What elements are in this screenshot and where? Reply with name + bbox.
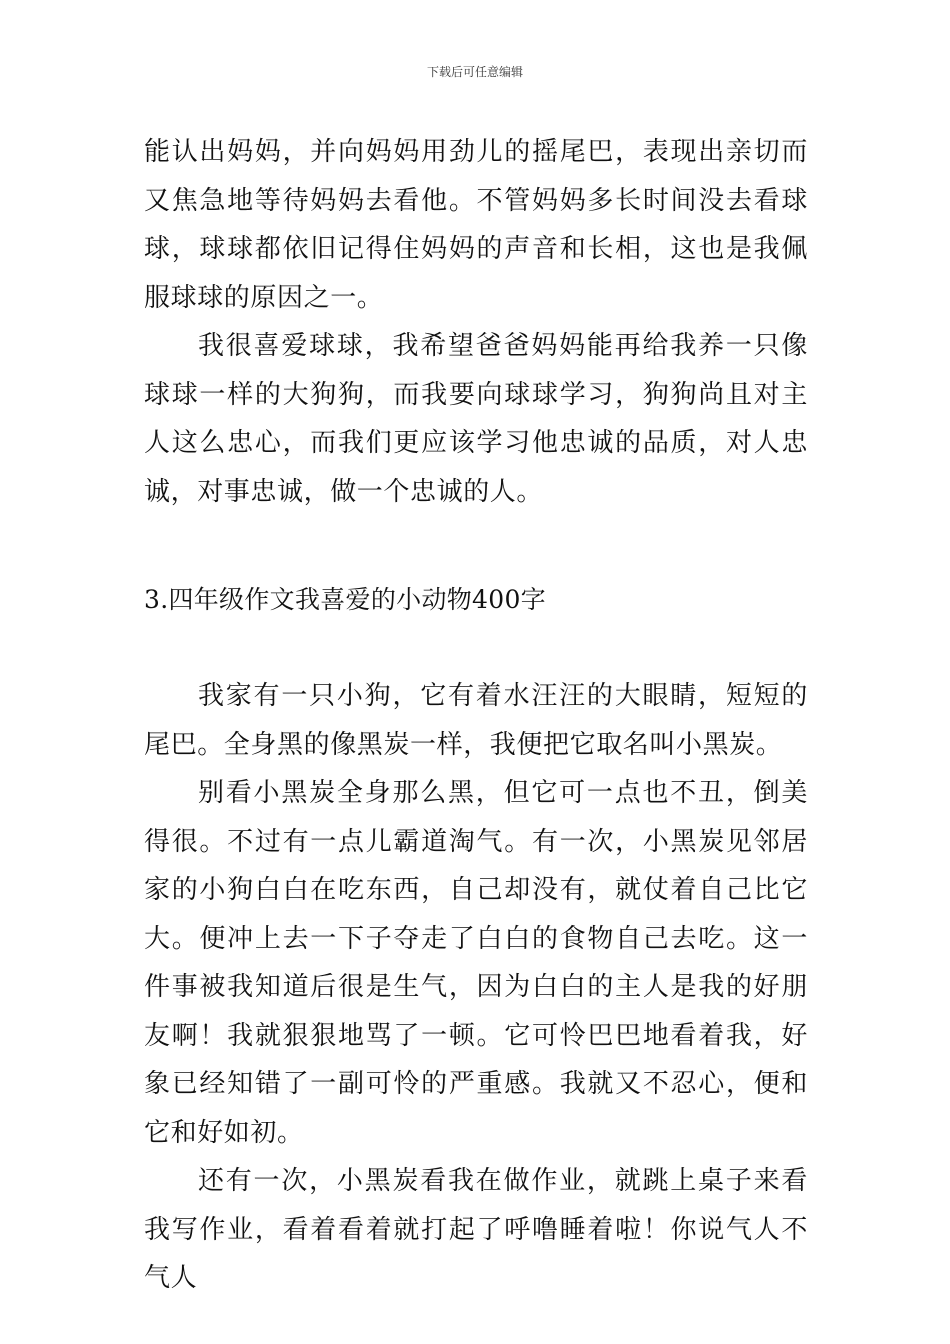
paragraph-continuation: 能认出妈妈，并向妈妈用劲儿的摇尾巴，表现出亲切而又焦急地等待妈妈去看他。不管妈妈多长时间没去看球球，球球都依旧记得住妈妈的声音和长相，这也是我佩服球球的原因之一。 — [144, 137, 808, 313]
paragraph: 我家有一只小狗，它有着水汪汪的大眼睛，短短的尾巴。全身黑的像黑炭一样，我便把它取名叫小黑炭。 — [144, 681, 808, 760]
paragraph: 别看小黑炭全身那么黑，但它可一点也不丑，倒美得很。不过有一点儿霸道淘气。有一次，小黑炭见邻居家的小狗白白在吃东西，自己却没有，就仗着自己比它大。便冲上去一下子夺走了白白的食物自己去吃。这一件事被我知道后很是生气，因为白白的主人是我的好朋友啊！我就狠狠地骂了一顿。它可怜巴巴地看着我，好象已经知错了一副可怜的严重感。我就又不忍心，便和它和好如初。 — [144, 778, 808, 1148]
section2-body — [144, 672, 808, 1303]
paragraph: 我很喜爱球球，我希望爸爸妈妈能再给我养一只像球球一样的大狗狗，而我要向球球学习，狗狗尚且对主人这么忠心，而我们更应该学习他忠诚的品质，对人忠诚，对事忠诚，做一个忠诚的人。 — [144, 331, 808, 507]
section1-body — [144, 128, 808, 516]
section-heading: 3.四年级作文我喜爱的小动物400字 — [144, 585, 546, 614]
page-header-note: 下载后可任意编辑 — [426, 65, 523, 79]
paragraph: 还有一次，小黑炭看我在做作业，就跳上桌子来看我写作业，看着看着就打起了呼噜睡着啦！你说气人不气人 — [144, 1166, 808, 1293]
